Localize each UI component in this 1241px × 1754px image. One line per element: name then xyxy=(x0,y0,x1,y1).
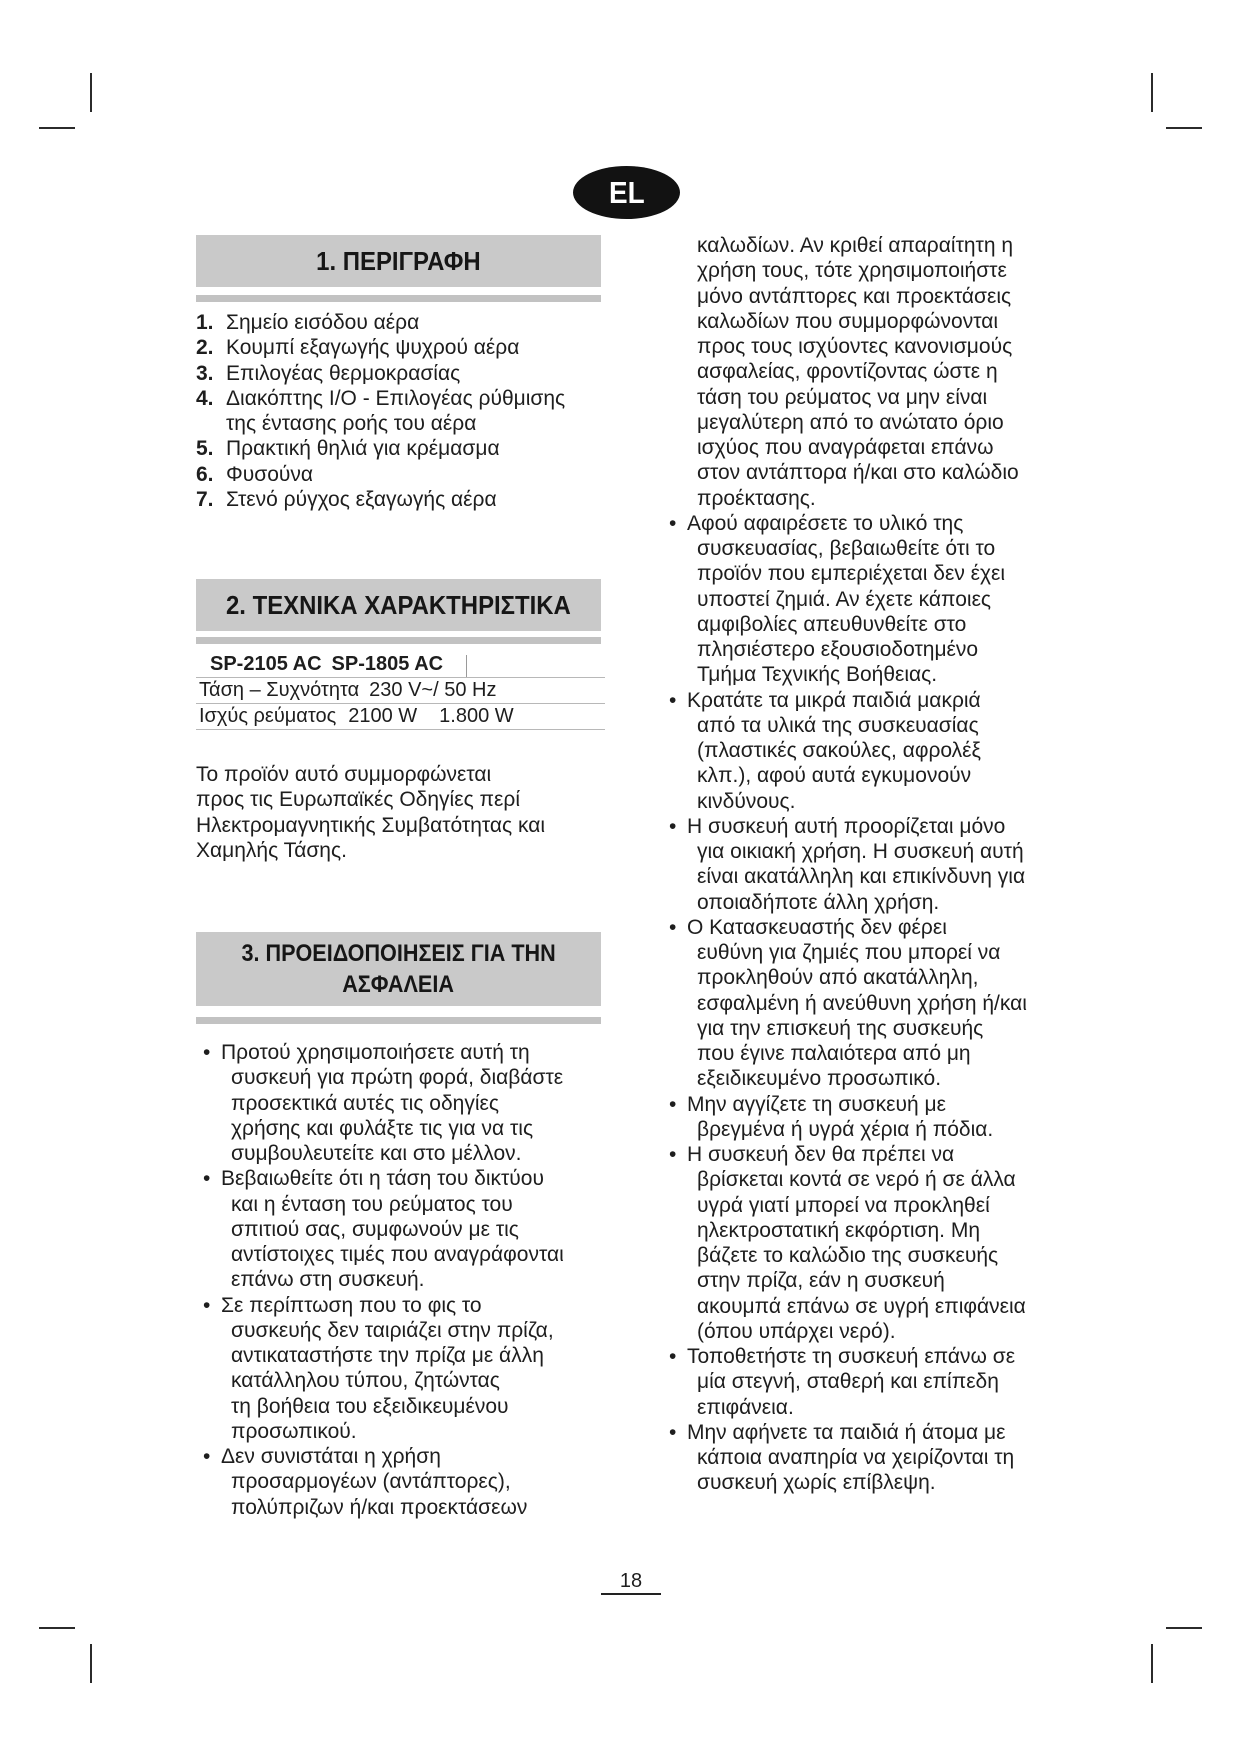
bullet-line: Μην αγγίζετε τη συσκευή με xyxy=(687,1092,946,1116)
bullet-line: Αφού αφαιρέσετε το υλικό της xyxy=(687,511,964,535)
item-number: 4. xyxy=(196,386,214,410)
bullet-line: προς τους ισχύοντες κανονισμούς xyxy=(697,335,1013,358)
language-badge xyxy=(573,166,680,219)
list-item xyxy=(196,386,565,437)
section-divider xyxy=(196,637,601,644)
list-item-line xyxy=(196,361,565,386)
list-item-line xyxy=(196,436,565,461)
item-text: Διακόπτης I/O - Επιλογέας ρύθμισης xyxy=(226,386,566,410)
bullet-line: κατάλληλου τύπου, ζητώντας xyxy=(231,1369,500,1393)
item-text: Στενό ρύγχος εξαγωγής αέρα xyxy=(226,487,497,511)
paragraph-line: Ηλεκτρομαγνητικής Συμβατότητας και xyxy=(196,813,546,837)
section-title-line: ΑΣΦΑΛΕΙΑ xyxy=(342,971,455,998)
bullet-line: συμβουλευτείτε και στο μέλλον. xyxy=(231,1142,522,1165)
section-title: 2. ΤΕΧΝΙΚΑ ΧΑΡΑΚΤΗΡΙΣΤΙΚΑ xyxy=(226,589,571,620)
bullet-line: ηλεκτροστατική εκφόρτιση. Μη xyxy=(697,1218,981,1242)
bullet-line: καλωδίων που συμμορφώνονται xyxy=(697,309,999,333)
bullet-item xyxy=(662,1142,1027,1344)
page-number: 18 xyxy=(601,1569,661,1595)
crop-mark xyxy=(1151,73,1153,112)
crop-mark xyxy=(90,73,92,112)
list-item xyxy=(196,361,565,386)
bullet-line: προέκτασης. xyxy=(697,486,816,510)
bullet-marker: • xyxy=(669,688,677,712)
bullet-line: καλωδίων. Αν κριθεί απαραίτητη η xyxy=(697,234,1014,257)
bullet-line: και η ένταση του ρεύματος του xyxy=(231,1192,513,1216)
bullet-line: Δεν συνιστάται η χρήση xyxy=(221,1445,441,1468)
spec-table-row xyxy=(196,678,605,704)
bullet-line: προσαρμογέων (αντάπτορες), xyxy=(231,1470,511,1494)
list-item xyxy=(196,436,565,461)
list-item-line xyxy=(196,411,565,436)
bullet-item xyxy=(662,1344,1027,1420)
section-header-safety xyxy=(196,932,601,1006)
bullet-item-continued xyxy=(662,233,1027,511)
bullet-line: χρήσης και φυλάξτε τις για να τις xyxy=(231,1116,534,1140)
bullet-item xyxy=(196,1166,564,1292)
bullet-line: τη βοήθεια του εξειδικευμένου xyxy=(231,1394,509,1418)
bullet-line: τάση του ρεύματος να μην είναι xyxy=(697,385,988,409)
bullet-line: επάνω στη συσκευή. xyxy=(231,1268,425,1292)
spec-table-header-row xyxy=(196,652,605,678)
bullet-line: αμφιβολίες απευθυνθείτε στο xyxy=(697,612,967,636)
bullet-line: Κρατάτε τα μικρά παιδιά μακριά xyxy=(687,688,981,712)
item-text: Κουμπί εξαγωγής ψυχρού αέρα xyxy=(226,336,520,360)
bullet-item xyxy=(662,915,1027,1092)
bullet-item xyxy=(196,1444,564,1520)
item-number: 5. xyxy=(196,437,214,461)
bullet-item xyxy=(196,1293,564,1445)
bullet-line: Η συσκευή αυτή προορίζεται μόνο xyxy=(687,814,1006,838)
section-header-description xyxy=(196,235,601,287)
paragraph-line: προς τις Ευρωπαϊκές Οδηγίες περί xyxy=(196,788,520,812)
section-title: 1. ΠΕΡΙΓΡΑΦΗ xyxy=(316,245,481,276)
bullet-item xyxy=(662,814,1027,915)
bullet-line: εσφαλμένη ή ανεύθυνη χρήση ή/και xyxy=(697,991,1027,1015)
bullet-line: μία στεγνή, σταθερή και επίπεδη xyxy=(697,1370,999,1394)
bullet-line: Μην αφήνετε τα παιδιά ή άτομα με xyxy=(687,1420,1006,1444)
bullet-line: χρήση τους, τότε χρησιμοποιήστε xyxy=(697,259,1007,283)
bullet-line: κλπ.), αφού αυτά εγκυμονούν xyxy=(697,764,972,788)
bullet-line: ασφαλείας, φροντίζοντας ώστε η xyxy=(697,360,998,384)
list-item xyxy=(196,310,565,335)
list-item-line xyxy=(196,310,565,335)
model-name: SP-1805 AC xyxy=(331,653,444,675)
spec-table-row xyxy=(196,704,605,730)
bullet-line: Προτού χρησιμοποιήσετε αυτή τη xyxy=(221,1041,530,1064)
bullet-line: Τμήμα Τεχνικής Βοήθειας. xyxy=(697,663,938,687)
list-item xyxy=(196,487,565,512)
model-name: SP-2105 AC xyxy=(210,653,322,675)
bullet-line: βρεγμένα ή υγρά χέρια ή πόδια. xyxy=(697,1117,994,1141)
table-divider xyxy=(466,655,467,677)
bullet-line: στον αντάπτορα ή/και στο καλώδιο xyxy=(697,461,1019,485)
bullet-line: ακουμπά επάνω σε υγρή επιφάνεια xyxy=(697,1294,1026,1318)
crop-mark xyxy=(1166,127,1202,129)
bullet-marker: • xyxy=(669,1420,677,1444)
bullet-marker: • xyxy=(669,511,677,535)
bullet-line: οποιαδήποτε άλλη χρήση. xyxy=(697,890,940,914)
bullet-line: Σε περίπτωση που το φις το xyxy=(221,1293,482,1317)
bullet-line: υποστεί ζημιά. Αν έχετε κάποιες xyxy=(697,587,992,611)
bullet-line: βάζετε το καλώδιο της συσκευής xyxy=(697,1244,999,1267)
item-number: 2. xyxy=(196,336,214,360)
crop-mark xyxy=(1151,1644,1153,1683)
spec-value: 230 V~/ 50 Hz xyxy=(369,679,497,701)
bullet-marker: • xyxy=(669,1143,677,1166)
bullet-line: συσκευασίας, βεβαιωθείτε ότι το xyxy=(697,537,996,560)
bullet-line: από τα υλικά της συσκευασίας xyxy=(697,713,979,737)
item-text: της έντασης ροής του αέρα xyxy=(226,412,477,435)
bullet-line: στην πρίζα, εάν η συσκευή xyxy=(697,1269,945,1293)
bullet-line: είναι ακατάλληλη και επικίνδυνη για xyxy=(697,865,1026,889)
item-number: 1. xyxy=(196,311,214,334)
list-item-line xyxy=(196,462,565,487)
bullet-line: πλησιέστερο εξουσιοδοτημένο xyxy=(697,638,979,661)
bullet-line: ισχύος που αναγράφεται επάνω xyxy=(697,436,994,459)
bullet-line: συσκευής δεν ταιριάζει στην πρίζα, xyxy=(231,1318,554,1342)
safety-column-left xyxy=(196,1040,564,1520)
list-item-line xyxy=(196,335,565,360)
bullet-marker: • xyxy=(669,814,677,838)
bullet-line: που έγινε παλαιότερα από μη xyxy=(697,1042,971,1065)
bullet-marker: • xyxy=(669,1092,677,1116)
section-header-specs xyxy=(196,579,601,631)
description-list xyxy=(196,310,565,512)
bullet-marker: • xyxy=(669,915,677,939)
spec-value: 1.800 W xyxy=(439,705,514,727)
list-item xyxy=(196,462,565,487)
bullet-line: συσκευή για πρώτη φορά, διαβάστε xyxy=(231,1066,564,1090)
bullet-line: βρίσκεται κοντά σε νερό ή σε άλλα xyxy=(697,1168,1016,1192)
bullet-item xyxy=(662,1092,1027,1143)
item-text: Επιλογέας θερμοκρασίας xyxy=(226,361,461,385)
section-title-line: 3. ΠΡΟΕΙΔΟΠΟΙΗΣΕΙΣ ΓΙΑ ΤΗΝ xyxy=(241,940,556,967)
bullet-item xyxy=(662,688,1027,814)
bullet-line: προϊόν που εμπεριέχεται δεν έχει xyxy=(697,562,1006,586)
compliance-paragraph xyxy=(196,762,545,863)
bullet-line: αντικαταστήστε την πρίζα με άλλη xyxy=(231,1344,544,1367)
list-item xyxy=(196,335,565,360)
bullet-line: πολύπριζων ή/και προεκτάσεων xyxy=(231,1495,528,1519)
item-number: 6. xyxy=(196,462,214,486)
bullet-line: (όπου υπάρχει νερό). xyxy=(697,1319,896,1343)
bullet-line: Τοποθετήστε τη συσκευή επάνω σε xyxy=(687,1345,1016,1368)
crop-mark xyxy=(39,127,75,129)
bullet-line: μόνο αντάπτορες και προεκτάσεις xyxy=(697,284,1012,308)
paragraph-line: Χαμηλής Τάσης. xyxy=(196,838,347,862)
spec-label: Τάση – Συχνότητα xyxy=(199,679,360,701)
bullet-line: συσκευή χωρίς επίβλεψη. xyxy=(697,1471,936,1495)
section-divider xyxy=(196,1017,601,1024)
bullet-line: προσεκτικά αυτές τις οδηγίες xyxy=(231,1091,499,1115)
safety-column-right xyxy=(662,233,1027,1496)
bullet-line: Ο Κατασκευαστής δεν φέρει xyxy=(687,915,947,939)
item-text: Σημείο εισόδου αέρα xyxy=(226,311,420,334)
bullet-line: υγρά γιατί μπορεί να προκληθεί xyxy=(697,1193,990,1217)
spec-value: 2100 W xyxy=(348,705,418,727)
bullet-marker: • xyxy=(203,1041,211,1064)
bullet-item xyxy=(196,1040,564,1166)
bullet-line: ευθύνη για ζημιές που μπορεί να xyxy=(697,941,1001,964)
item-text: Φυσούνα xyxy=(226,462,314,486)
bullet-line: αντίστοιχες τιμές που αναγράφονται xyxy=(231,1243,564,1266)
bullet-marker: • xyxy=(203,1293,211,1317)
bullet-line: Η συσκευή δεν θα πρέπει να xyxy=(687,1143,955,1166)
bullet-line: (πλαστικές σακούλες, αφρολέξ xyxy=(697,739,981,762)
bullet-line: κινδύνους. xyxy=(697,789,796,813)
bullet-line: προσωπικού. xyxy=(231,1419,357,1443)
bullet-line: προκληθούν από ακατάλληλη, xyxy=(697,966,979,990)
bullet-line: Βεβαιωθείτε ότι η τάση του δικτύου xyxy=(221,1167,544,1191)
bullet-line: για οικιακή χρήση. Η συσκευή αυτή xyxy=(697,840,1024,863)
language-badge-label: EL xyxy=(608,174,645,210)
spec-label: Ισχύς ρεύματος xyxy=(199,705,337,727)
bullet-line: για την επισκευή της συσκευής xyxy=(697,1016,984,1040)
bullet-line: επιφάνεια. xyxy=(697,1395,794,1419)
bullet-line: κάποια αναπηρία να χειρίζονται τη xyxy=(697,1446,1015,1469)
bullet-line: εξειδικευμένο προσωπικό. xyxy=(697,1067,942,1091)
bullet-marker: • xyxy=(669,1345,677,1368)
item-number: 7. xyxy=(196,487,214,511)
list-item-line xyxy=(196,487,565,512)
bullet-line: σπιτιού σας, συμφωνούν με τις xyxy=(231,1217,519,1241)
bullet-item xyxy=(662,511,1027,688)
crop-mark xyxy=(1166,1627,1202,1629)
crop-mark xyxy=(39,1627,75,1629)
bullet-marker: • xyxy=(203,1445,211,1468)
bullet-line: μεγαλύτερη από το ανώτατο όριο xyxy=(697,410,1004,434)
section-divider xyxy=(196,295,601,302)
bullet-item xyxy=(662,1420,1027,1496)
bullet-marker: • xyxy=(203,1167,211,1191)
item-number: 3. xyxy=(196,361,214,385)
crop-mark xyxy=(90,1644,92,1683)
spec-table xyxy=(196,652,605,730)
item-text: Πρακτική θηλιά για κρέμασμα xyxy=(226,437,500,461)
paragraph-line: Το προϊόν αυτό συμμορφώνεται xyxy=(196,763,492,786)
list-item-line xyxy=(196,386,565,411)
